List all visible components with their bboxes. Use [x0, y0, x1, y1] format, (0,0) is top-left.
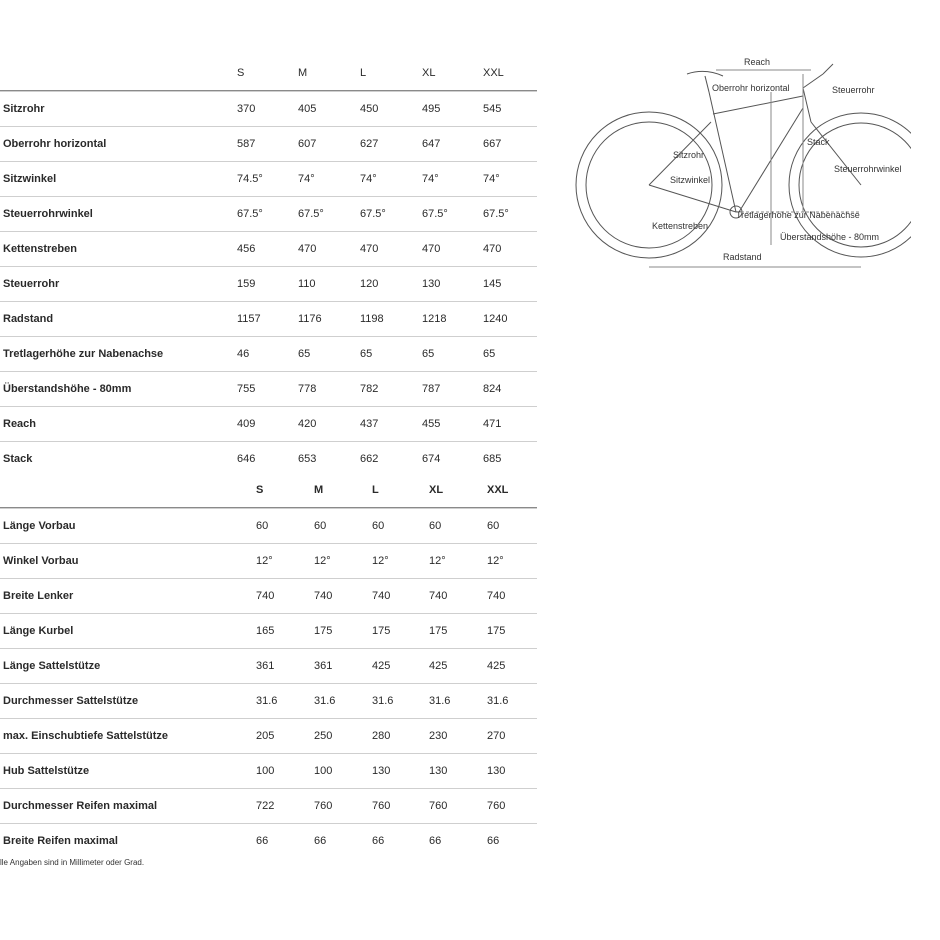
- table-cell: 165: [256, 625, 275, 637]
- table-cell: 470: [360, 243, 379, 255]
- row-label: Kettenstreben: [3, 243, 77, 255]
- table-cell: 66: [372, 835, 385, 847]
- table-cell: 370: [237, 103, 256, 115]
- table-cell: 471: [483, 418, 502, 430]
- top-tube: [713, 96, 803, 114]
- row-label: Breite Lenker: [3, 590, 74, 602]
- geometry-table: [0, 56, 537, 476]
- table-cell: 740: [487, 590, 506, 602]
- table-cell: 74°: [422, 173, 439, 185]
- row-label: Länge Kurbel: [3, 625, 74, 637]
- table-cell: 470: [483, 243, 502, 255]
- row-label: max. Einschubtiefe Sattelstütze: [3, 730, 169, 742]
- row-label: Sitzwinkel: [3, 173, 57, 185]
- row-label: Durchmesser Reifen maximal: [3, 800, 158, 812]
- table-cell: 230: [429, 730, 448, 742]
- table-cell: 740: [429, 590, 448, 602]
- column-header: L: [360, 67, 367, 79]
- table-cell: 1240: [483, 313, 508, 325]
- chain-stay: [649, 185, 736, 212]
- table-cell: 755: [237, 383, 256, 395]
- table-cell: 67.5°: [422, 208, 448, 220]
- table-cell: 450: [360, 103, 379, 115]
- column-header: M: [298, 67, 308, 79]
- table-cell: 66: [314, 835, 327, 847]
- table-cell: 46: [237, 348, 250, 360]
- table-cell: 31.6: [314, 695, 336, 707]
- table-cell: 60: [256, 520, 269, 532]
- table-cell: 67.5°: [237, 208, 263, 220]
- table-cell: 65: [298, 348, 311, 360]
- table-cell: 60: [487, 520, 500, 532]
- table-row: [0, 406, 537, 441]
- table-row: [0, 823, 537, 858]
- table-cell: 760: [429, 800, 448, 812]
- table-cell: 110: [298, 278, 316, 290]
- table-row: [0, 161, 537, 196]
- stem: [803, 74, 823, 88]
- saddle: [687, 71, 723, 76]
- table-cell: 760: [314, 800, 333, 812]
- row-label: Oberrohr horizontal: [3, 138, 107, 150]
- table-cell: 425: [429, 660, 448, 672]
- column-header: S: [256, 484, 264, 496]
- row-label: Durchmesser Sattelstütze: [3, 695, 139, 707]
- table-cell: 646: [237, 453, 256, 465]
- table-cell: 31.6: [429, 695, 451, 707]
- table-cell: 175: [314, 625, 333, 637]
- table-cell: 425: [487, 660, 506, 672]
- table-cell: 31.6: [487, 695, 509, 707]
- table-cell: 587: [237, 138, 256, 150]
- row-label: Überstandshöhe - 80mm: [3, 383, 132, 395]
- table-cell: 787: [422, 383, 441, 395]
- table-row: [0, 336, 537, 371]
- table-cell: 175: [429, 625, 448, 637]
- fork: [811, 122, 861, 185]
- table-cell: 722: [256, 800, 275, 812]
- table-cell: 12°: [372, 555, 389, 567]
- row-label: Hub Sattelstütze: [3, 765, 90, 777]
- table-cell: 67.5°: [483, 208, 509, 220]
- label-head-angle: Steuerrohrwinkel: [834, 164, 902, 174]
- table-cell: 65: [422, 348, 435, 360]
- table-cell: 607: [298, 138, 317, 150]
- table-cell: 250: [314, 730, 333, 742]
- row-label: Sitzrohr: [3, 103, 45, 115]
- table-cell: 760: [487, 800, 506, 812]
- table-cell: 456: [237, 243, 256, 255]
- table-cell: 778: [298, 383, 317, 395]
- table-row: [0, 508, 537, 543]
- row-label: Steuerrohr: [3, 278, 60, 290]
- table-cell: 66: [256, 835, 269, 847]
- table-row: [0, 196, 537, 231]
- table-row: [0, 301, 537, 336]
- table-row: [0, 683, 537, 718]
- table-cell: 647: [422, 138, 441, 150]
- table-cell: 470: [422, 243, 441, 255]
- column-header: M: [314, 484, 324, 496]
- column-header: S: [237, 67, 245, 79]
- column-header: XXL: [483, 67, 504, 79]
- table-cell: 159: [237, 278, 256, 290]
- row-label: Breite Reifen maximal: [3, 835, 118, 847]
- table-row: [0, 648, 537, 683]
- table-cell: 627: [360, 138, 379, 150]
- table-cell: 205: [256, 730, 275, 742]
- table-row: [0, 441, 537, 476]
- table-cell: 361: [256, 660, 275, 672]
- table-cell: 420: [298, 418, 317, 430]
- table-header: [0, 56, 537, 91]
- table-cell: 66: [487, 835, 500, 847]
- table-cell: 1218: [422, 313, 447, 325]
- table-cell: 60: [429, 520, 442, 532]
- label-head-tube: Steuerrohr: [832, 85, 875, 95]
- table-cell: 100: [314, 765, 333, 777]
- table-cell: 12°: [314, 555, 331, 567]
- table-cell: 74°: [483, 173, 500, 185]
- table-cell: 425: [372, 660, 391, 672]
- row-label: Radstand: [3, 313, 54, 325]
- table-cell: 1157: [237, 313, 261, 325]
- table-row: [0, 91, 537, 126]
- label-chainstays: Kettenstreben: [652, 221, 709, 231]
- seatpost: [705, 76, 709, 92]
- table-cell: 667: [483, 138, 502, 150]
- table-cell: 65: [483, 348, 496, 360]
- row-label: Länge Sattelstütze: [3, 660, 101, 672]
- head-tube: [803, 88, 811, 122]
- table-cell: 60: [314, 520, 327, 532]
- label-wheelbase: Radstand: [723, 252, 762, 262]
- table-cell: 824: [483, 383, 502, 395]
- table-row: [0, 753, 537, 788]
- table-row: [0, 613, 537, 648]
- row-label: Winkel Vorbau: [3, 555, 79, 567]
- table-cell: 653: [298, 453, 317, 465]
- table-cell: 74°: [360, 173, 377, 185]
- table-cell: 65: [360, 348, 373, 360]
- units-footnote: lle Angaben sind in Millimeter oder Grad.: [0, 858, 145, 867]
- table-cell: 130: [429, 765, 448, 777]
- column-header: XXL: [487, 484, 509, 496]
- table-cell: 12°: [487, 555, 504, 567]
- row-label: Länge Vorbau: [3, 520, 76, 532]
- table-cell: 760: [372, 800, 391, 812]
- label-standover: Überstandshöhe - 80mm: [780, 232, 880, 242]
- table-cell: 740: [372, 590, 391, 602]
- table-cell: 12°: [256, 555, 273, 567]
- table-cell: 74.5°: [237, 173, 263, 185]
- row-label: Steuerrohrwinkel: [3, 208, 93, 220]
- label-top-tube: Oberrohr horizontal: [712, 83, 790, 93]
- table-cell: 545: [483, 103, 502, 115]
- table-row: [0, 266, 537, 301]
- table-row: [0, 543, 537, 578]
- label-stack: Stack: [807, 137, 830, 147]
- table-cell: 409: [237, 418, 256, 430]
- table-row: [0, 126, 537, 161]
- table-cell: 66: [429, 835, 442, 847]
- table-header: [0, 473, 537, 508]
- table-row: [0, 718, 537, 753]
- table-row: [0, 788, 537, 823]
- table-cell: 175: [372, 625, 391, 637]
- column-header: XL: [422, 67, 436, 79]
- table-cell: 130: [422, 278, 441, 290]
- table-cell: 74°: [298, 173, 315, 185]
- table-cell: 782: [360, 383, 379, 395]
- table-row: [0, 231, 537, 266]
- column-header: XL: [429, 484, 444, 496]
- table-cell: 31.6: [372, 695, 394, 707]
- components-table: [0, 473, 537, 858]
- table-cell: 740: [314, 590, 333, 602]
- table-cell: 12°: [429, 555, 446, 567]
- label-seat-angle: Sitzwinkel: [670, 175, 711, 185]
- label-reach: Reach: [744, 57, 771, 67]
- table-cell: 470: [298, 243, 317, 255]
- table-cell: 1176: [298, 313, 322, 325]
- table-cell: 280: [372, 730, 391, 742]
- row-label: Stack: [3, 453, 33, 465]
- handlebar: [823, 64, 833, 74]
- table-cell: 175: [487, 625, 506, 637]
- table-cell: 740: [256, 590, 275, 602]
- table-cell: 67.5°: [360, 208, 386, 220]
- column-header: L: [372, 484, 379, 496]
- table-cell: 100: [256, 765, 275, 777]
- label-bb-drop: Tretlagerhöhe zur Nabenachse: [736, 210, 860, 220]
- table-cell: 685: [483, 453, 502, 465]
- table-cell: 674: [422, 453, 441, 465]
- table-cell: 361: [314, 660, 333, 672]
- table-cell: 130: [372, 765, 391, 777]
- table-cell: 455: [422, 418, 441, 430]
- table-cell: 67.5°: [298, 208, 324, 220]
- row-label: Tretlagerhöhe zur Nabenachse: [3, 348, 164, 360]
- table-cell: 31.6: [256, 695, 278, 707]
- bike-geometry-diagram: [571, 52, 911, 274]
- table-row: [0, 371, 537, 406]
- table-cell: 130: [487, 765, 506, 777]
- table-cell: 405: [298, 103, 317, 115]
- table-cell: 60: [372, 520, 385, 532]
- table-cell: 1198: [360, 313, 384, 325]
- table-cell: 437: [360, 418, 379, 430]
- table-cell: 495: [422, 103, 441, 115]
- table-cell: 270: [487, 730, 506, 742]
- row-label: Reach: [3, 418, 37, 430]
- table-cell: 145: [483, 278, 502, 290]
- table-cell: 662: [360, 453, 379, 465]
- table-cell: 120: [360, 278, 379, 290]
- table-row: [0, 578, 537, 613]
- label-seat-tube: Sitzrohr: [673, 150, 705, 160]
